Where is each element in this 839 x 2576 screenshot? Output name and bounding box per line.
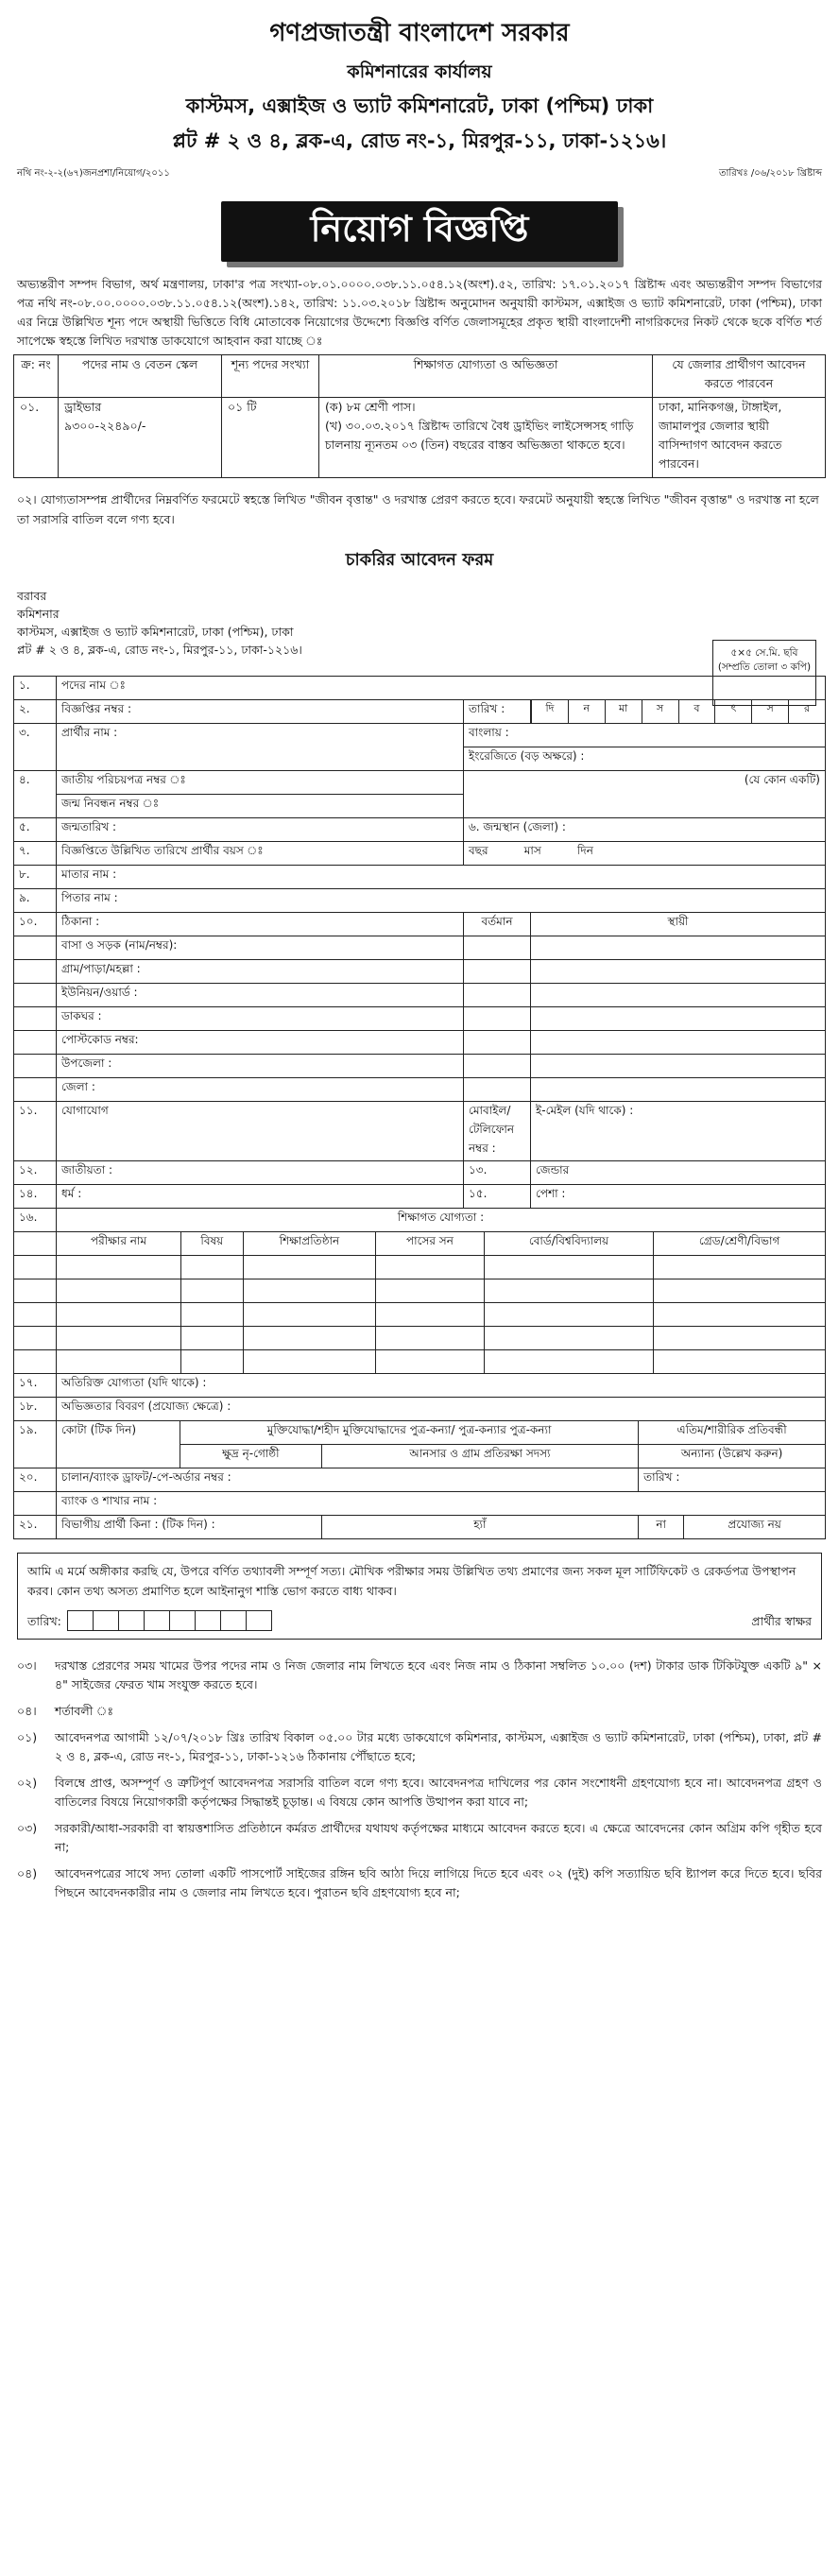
- field-name-english[interactable]: ইংরেজিতে (বড় অক্ষরে) :: [464, 747, 826, 771]
- dept-na[interactable]: প্রযোজ্য নয়: [684, 1516, 826, 1539]
- field-name-bangla[interactable]: বাংলায় :: [464, 724, 826, 747]
- field-notice-number[interactable]: বিজ্ঞপ্তির নম্বর :: [57, 700, 464, 724]
- commissionerate-title: কাস্টমস, এক্সাইজ ও ভ্যাট কমিশনারেট, ঢাকা (পশ্চিম) ঢাকা: [185, 94, 654, 117]
- address-row[interactable]: উপজেলা :: [57, 1055, 464, 1078]
- field-father-name[interactable]: পিতার নাম :: [57, 889, 826, 913]
- list-item: ০১) আবেদনপত্র আগামী ১২/০৭/২০১৮ খ্রিঃ তারিখ বিকাল ০৫.০০ টার মধ্যে ডাকযোগে কমিশনার, কাস্টমস, এক্সাইজ ও ভ্যাট কমিশনারেট, ঢাকা (পশ্চিম), ঢাকা, প্লট # ২ ও ৪, ব্লক-এ, রোড নং-১, মিরপুর-১১, ঢাকা-১২১৬ ঠিকানায় পৌঁছাতে হবে;: [17, 1730, 822, 1763]
- field-profession[interactable]: পেশা :: [531, 1185, 826, 1209]
- notice-banner: নিয়োগ বিজ্ঞপ্তি: [221, 201, 618, 262]
- col-count: শূন্য পদের সংখ্যা: [222, 355, 319, 398]
- note-02: ০২। যোগ্যতাসম্পন্ন প্রার্থীদের নিম্নবর্ণিত ফরমেটে স্বহস্তে লিখিত "জীবন বৃত্তান্ত" ও দরখাস্ত প্রেরণ করতে হবে। ফরমেট অনুযায়ী স্বহস্তে লিখিত "জীবন বৃত্তান্ত" ও দরখাস্ত না হলে তা সরাসরি বাতিল বলে গণ্য হবে।: [17, 492, 819, 526]
- declaration-box: [17, 1553, 822, 1640]
- office-title: কমিশনারের কার্যালয়: [347, 61, 492, 82]
- field-post-name[interactable]: পদের নাম ঃ: [57, 677, 826, 700]
- address-row[interactable]: পোস্টকোড নম্বর:: [57, 1031, 464, 1055]
- field-experience[interactable]: অভিজ্ঞতার বিবরণ (প্রযোজ্য ক্ষেত্রে) :: [57, 1398, 826, 1421]
- dept-yes[interactable]: হ্যাঁ: [321, 1516, 639, 1539]
- list-item: ০৩) সরকারী/আধা-সরকারী বা স্বায়ত্তশাসিত প্রতিষ্ঠানে কর্মরত প্রার্থীদের যথাযথ কর্তৃপক্ষের মাধ্যমে আবেদন করতে হবে। এ ক্ষেত্রে আবেদনের কোন অগ্রিম কপি গৃহীত হবে না;: [17, 1821, 822, 1854]
- list-item: ০৪) আবেদনপত্রের সাথে সদ্য তোলা একটি পাসপোর্ট সাইজের রঙ্গিন ছবি আঠা দিয়ে লাগিয়ে দিতে হবে এবং ০২ (দুই) কপি সত্যায়িত ছবি ষ্ট্যাপল করে দিতে হবে। ছবির পিছনে আবেদনকারীর নাম ও জেলার নাম লিখতে হবে। পুরাতন ছবি গ্রহণযোগ্য হবে না;: [17, 1866, 822, 1899]
- form-title: চাকরির আবেদন ফরম: [345, 550, 494, 570]
- posts-table: [13, 354, 826, 478]
- memo-date: তারিখঃ /০৬/২০১৮ খ্রিষ্টাব্দ: [719, 168, 822, 179]
- dept-no[interactable]: না: [639, 1516, 684, 1539]
- field-mobile[interactable]: মোবাইল/টেলিফোন নম্বর :: [464, 1102, 531, 1161]
- application-form: ১. পদের নাম ঃ ২. বিজ্ঞপ্তির নম্বর : তারিখ : দি ন মা স ব ৎ স র ৩. প্রার্থীর নাম : বাংলায় : ইংরেজিতে (বড় অক্ষরে) : ৪. জাতীয় পরিচয়পত্র নম্বর ঃ (যে কোন একটি) জন্ম নিবন্ধন নম্বর ঃ ৫. জন্মতারিখ : ৬. জন্মস্থান (জেলা) : ৭. বিজ্ঞপ্তিতে উল্লিখিত তারিখে প্রার্থীর বয়স ঃ বছর মাস দিন ৮. মাতার নাম : ৯. পিতার নাম : ১০. ঠিকানা : বর্তমান স্থায়ী বাসা ও সড়ক (নাম/নম্বর): গ্রাম/পাড়া/মহল্লা : ইউনিয়ন/ওয়ার্ড : ডাকঘর : পোস্টকোড নম্বর: উপজেলা : জেলা : ১১. যোগাযোগ মোবাইল/টেলিফোন নম্বর : ই-মেইল (যদি থাকে) : ১২. জাতীয়তা : ১৩. জেন্ডার ১৪. ধর্ম : ১৫. পেশা : ১৬. শিক্ষাগত যোগ্যতা :: [13, 676, 826, 1232]
- list-item: ০২) বিলম্বে প্রাপ্ত, অসম্পূর্ণ ও ত্রুটিপূর্ণ আবেদনপত্র সরাসরি বাতিল বলে গণ্য হবে। আবেদনপত্র দাখিলের পর কোন সংশোধনী গ্রহণযোগ্য হবে না। আবেদনপত্র গ্রহণ ও বাতিলের বিষয়ে নিয়োগকারী কর্তৃপক্ষের সিদ্ধান্তই চূড়ান্ত। এ বিষয়ে কোন আপত্তি উত্থাপন করা যাবে না;: [17, 1776, 822, 1809]
- field-challan[interactable]: চালান/ব্যাংক ড্রাফট/-পে-অর্ডার নম্বর :: [57, 1468, 639, 1492]
- quota-other[interactable]: অন্যান্য (উল্লেখ করুন): [639, 1445, 826, 1468]
- photo-box: ৫×৫ সে.মি. ছবি (সম্প্রতি তোলা ৩ কপি): [712, 640, 816, 706]
- field-bank[interactable]: ব্যাংক ও শাখার নাম :: [57, 1492, 826, 1516]
- post-name: ড্রাইভার: [64, 400, 102, 414]
- col-post: পদের নাম ও বেতন স্কেল: [59, 355, 222, 398]
- field-mother-name[interactable]: মাতার নাম :: [57, 866, 826, 889]
- col-districts: যে জেলার প্রার্থীগণ আবেদন করতে পারবেন: [653, 355, 826, 398]
- vacancy-count: ০১ টি: [222, 398, 319, 478]
- education-table: পরীক্ষার নাম বিষয় শিক্ষাপ্রতিষ্ঠান পাসের সন বোর্ড/বিশ্ববিদ্যালয় গ্রেড/শ্রেণী/বিভাগ: [13, 1232, 826, 1374]
- field-birth-reg[interactable]: জন্ম নিবন্ধন নম্বর ঃ: [57, 795, 464, 818]
- field-email[interactable]: ই-মেইল (যদি থাকে) :: [531, 1102, 826, 1161]
- address-row[interactable]: জেলা :: [57, 1078, 464, 1102]
- applicant-signature: প্রার্থীর স্বাক্ষর: [751, 1613, 812, 1628]
- eligible-districts: ঢাকা, মানিকগঞ্জ, টাঙ্গাইল, জামালপুর জেলার স্থায়ী বাসিন্দাগণ আবেদন করতে পারবেন।: [653, 398, 826, 478]
- reference-line: [13, 166, 826, 182]
- address-row[interactable]: ইউনিয়ন/ওয়ার্ড :: [57, 984, 464, 1007]
- field-birthplace[interactable]: ৬. জন্মস্থান (জেলা) :: [464, 818, 826, 842]
- letterhead: [13, 13, 826, 159]
- list-item: ০৪। শর্তাবলী ঃ: [17, 1704, 114, 1718]
- field-dob[interactable]: জন্মতারিখ :: [57, 818, 464, 842]
- govt-title: গণপ্রজাতন্ত্রী বাংলাদেশ সরকার: [269, 19, 570, 47]
- recipient-address: বরাবর কমিশনার কাস্টমস, এক্সাইজ ও ভ্যাট কমিশনারেট, ঢাকা (পশ্চিম), ঢাকা প্লট # ২ ও ৪, ব্লক-এ, রোড নং-১, মিরপুর-১১, ঢাকা-১২১৬। ৫×৫ সে.মি. ছবি (সম্প্রতি তোলা ৩ কপি): [17, 587, 822, 659]
- quota-freedom-fighter[interactable]: মুক্তিযোদ্ধা/শহীদ মুক্তিযোদ্ধাদের পুত্র-কন্যা/ পুত্র-কন্যার পুত্র-কন্যা: [180, 1421, 639, 1445]
- field-gender[interactable]: জেন্ডার: [531, 1161, 826, 1185]
- col-qualification: শিক্ষাগত যোগ্যতা ও অভিজ্ঞতা: [319, 355, 653, 398]
- table-row: ০১. ড্রাইভার ৯৩০০-২২৪৯০/- ০১ টি (ক) ৮ম শ্রেণী পাস। (খ) ৩০.০৩.২০১৭ খ্রিষ্টাব্দ তারিখে বৈধ ড্রাইভিং লাইসেন্সসহ গাড়ি চালনায় ন্যূনতম ০৩ (তিন) বছরের বাস্তব অভিজ্ঞতা থাকতে হবে। ঢাকা, মানিকগঞ্জ, টাঙ্গাইল, জামালপুর জেলার স্থায়ী বাসিন্দাগণ আবেদন করতে পারবেন।: [14, 398, 826, 478]
- table-row[interactable]: [14, 1350, 826, 1374]
- quota-orphan[interactable]: এতিম/শারীরিক প্রতিবন্ধী: [639, 1421, 826, 1445]
- address-row[interactable]: গ্রাম/পাড়া/মহল্লা :: [57, 960, 464, 984]
- list-item: ০৩। দরখাস্ত প্রেরণের সময় খামের উপর পদের নাম ও নিজ জেলার নাম লিখতে হবে এবং নিজ নাম ও ঠিকানা সম্বলিত ১০.০০ (দশ) টাকার ডাক টিকিটযুক্ত একটি ৯" × ৪" সাইজের ফেরত খাম সংযুক্ত করতে হবে।: [17, 1658, 822, 1692]
- table-row[interactable]: [14, 1256, 826, 1279]
- address-row[interactable]: বাসা ও সড়ক (নাম/নম্বর):: [57, 936, 464, 960]
- table-row[interactable]: [14, 1303, 826, 1327]
- office-address: প্লট # ২ ও ৪, ব্লক-এ, রোড নং-১, মিরপুর-১১, ঢাকা-১২১৬।: [172, 129, 667, 152]
- signature-date[interactable]: তারিখ:: [27, 1610, 272, 1631]
- declaration-text: আমি এ মর্মে অঙ্গীকার করছি যে, উপরে বর্ণিত তথ্যাবলী সম্পূর্ণ সত্য। মৌখিক পরীক্ষার সময় উল্লিখিত তথ্য প্রমাণের জন্য সকল মূল সার্টিফিকেট ও রেকর্ডপত্র উপস্থাপন করব। কোন তথ্য অসত্য প্রমাণিত হলে আইনানুগ শাস্তি ভোগ করতে বাধ্য থাকব।: [27, 1564, 796, 1598]
- notice-page: [13, 13, 826, 1902]
- col-serial: ক্র: নং: [14, 355, 59, 398]
- field-nid[interactable]: জাতীয় পরিচয়পত্র নম্বর ঃ: [57, 771, 464, 795]
- field-extra-qualification[interactable]: অতিরিক্ত যোগ্যতা (যদি থাকে) :: [57, 1374, 826, 1398]
- terms-list: [17, 1657, 822, 1902]
- intro-paragraph: অভ্যন্তরীণ সম্পদ বিভাগ, অর্থ মন্ত্রণালয়, ঢাকা'র পত্র সংখ্যা-০৮.০১.০০০০.০৩৮.১১.০৫৪.১২(অংশ).৫২, তারিখ: ১৭.০১.২০১৭ খ্রিষ্টাব্দ এবং অভ্যন্তরীণ সম্পদ বিভাগের পত্র নথি নং-০৮.০০.০০০০.০৩৮.১১.০৫৪.১২(অংশ).১৪২, তারিখ: ১১.০৩.২০১৮ খ্রিষ্টাব্দ অনুমোদন অনুযায়ী কাস্টমস, এক্সাইজ ও ভ্যাট কমিশনারেট, ঢাকা (পশ্চিম), ঢাকা এর নিম্নে উল্লিখিত শূন্য পদে অস্থায়ী ভিত্তিতে বিধি মোতাবেক নিয়োগের উদ্দেশ্যে বিজ্ঞপ্তি বর্ণিত জেলাসমূহের প্রকৃত স্থায়ী বাংলাদেশী নাগরিকদের নিকট থেকে ছকে বর্ণিত শর্ত সাপেক্ষে স্বহস্তে লিখিত দরখাস্ত ডাকযোগে আহবান করা যাচ্ছে ঃ: [17, 277, 822, 348]
- quota-ansar[interactable]: আনসার ও গ্রাম প্রতিরক্ষা সদস্য: [321, 1445, 639, 1468]
- table-row[interactable]: [14, 1327, 826, 1350]
- quota-ethnic[interactable]: ক্ষুদ্র নৃ-গোষ্ঠী: [180, 1445, 322, 1468]
- address-row[interactable]: ডাকঘর :: [57, 1007, 464, 1031]
- field-nationality[interactable]: জাতীয়তা :: [57, 1161, 464, 1185]
- field-age[interactable]: বিজ্ঞপ্তিতে উল্লিখিত তারিখে প্রার্থীর বয়স ঃ: [57, 842, 464, 866]
- field-religion[interactable]: ধর্ম :: [57, 1185, 464, 1209]
- application-form-part2: ১৭. অতিরিক্ত যোগ্যতা (যদি থাকে) : ১৮. অভিজ্ঞতার বিবরণ (প্রযোজ্য ক্ষেত্রে) : ১৯. কোটা (টিক দিন) মুক্তিযোদ্ধা/শহীদ মুক্তিযোদ্ধাদের পুত্র-কন্যা/ পুত্র-কন্যার পুত্র-কন্যা এতিম/শারীরিক প্রতিবন্ধী ক্ষুদ্র নৃ-গোষ্ঠী আনসার ও গ্রাম প্রতিরক্ষা সদস্য অন্যান্য (উল্লেখ করুন) ২০. চালান/ব্যাংক ড্রাফট/-পে-অর্ডার নম্বর : তারিখ : ব্যাংক ও শাখার নাম : ২১. বিভাগীয় প্রার্থী কিনা : (টিক দিন) : হ্যাঁ না প্রযোজ্য নয়: [13, 1374, 826, 1539]
- memo-number: নথি নং-২-২(৬৭)জনপ্রশা/নিয়োগ/২০১১: [17, 168, 170, 179]
- date-cells[interactable]: দি ন মা স ব ৎ স র: [531, 700, 826, 724]
- table-row[interactable]: [14, 1279, 826, 1303]
- pay-scale: ৯৩০০-২২৪৯০/-: [64, 419, 146, 433]
